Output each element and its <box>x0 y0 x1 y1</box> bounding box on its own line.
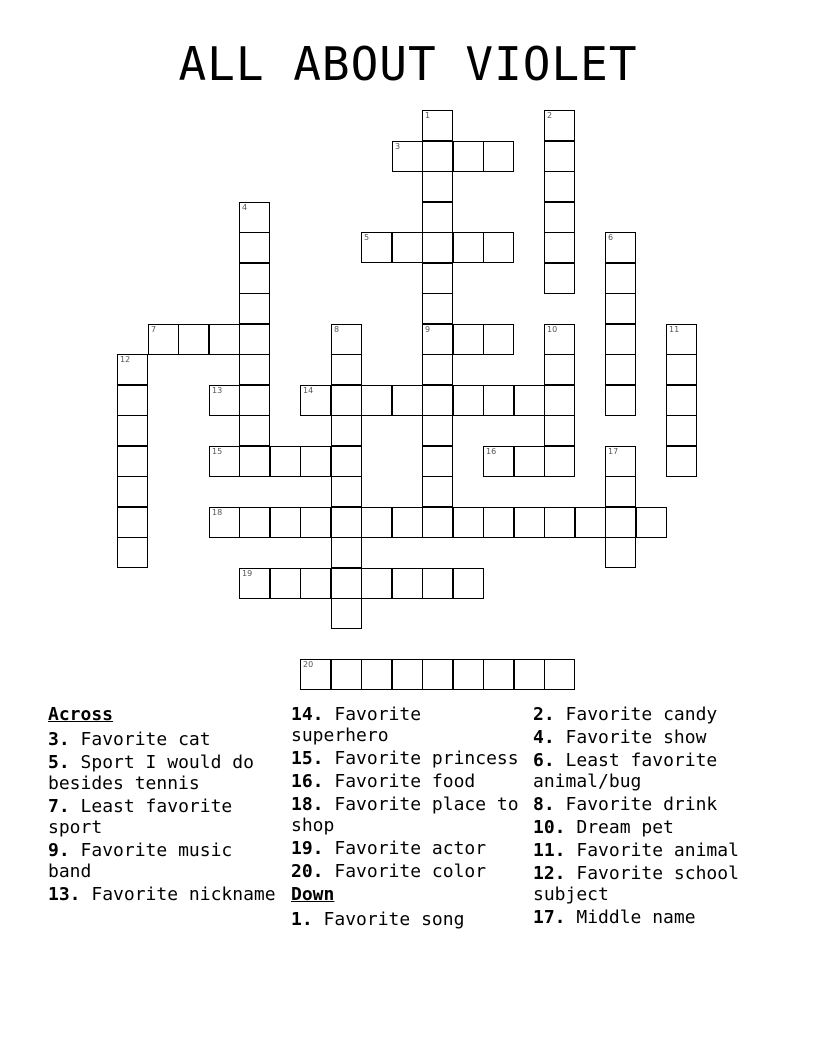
clue-number: 2 <box>547 111 553 120</box>
clue-number: 5. <box>48 752 70 773</box>
clue <box>48 729 284 750</box>
clue-number: 10. <box>533 817 566 838</box>
clue-text: Sport I would do besides tennis <box>48 752 254 794</box>
grid-cell[interactable] <box>117 354 148 385</box>
grid-cell[interactable] <box>483 659 514 690</box>
clue-number: 11. <box>533 840 566 861</box>
grid-cell[interactable] <box>666 354 697 385</box>
grid-cell[interactable] <box>422 324 453 355</box>
grid-cell[interactable] <box>605 263 636 294</box>
grid-cell[interactable] <box>239 324 270 355</box>
grid-cell[interactable] <box>514 446 545 477</box>
clue <box>291 861 527 882</box>
clues-column-2 <box>291 704 527 932</box>
across-heading: Across <box>48 704 114 725</box>
grid-cell[interactable] <box>605 232 636 263</box>
clue-number: 16. <box>291 771 324 792</box>
clue-number: 14 <box>303 386 314 395</box>
grid-cell[interactable] <box>361 568 392 599</box>
grid-cell[interactable] <box>331 385 362 416</box>
clue <box>533 794 769 815</box>
clue-number: 20. <box>291 861 324 882</box>
clue-number: 1 <box>425 111 431 120</box>
grid-cell[interactable] <box>422 141 453 172</box>
grid-cell[interactable] <box>544 324 575 355</box>
grid-cell[interactable] <box>270 568 301 599</box>
clue-number: 3 <box>395 142 401 151</box>
clue-number: 16 <box>486 447 497 456</box>
clue-number: 8 <box>334 325 340 334</box>
grid-cell[interactable] <box>453 385 484 416</box>
grid-cell[interactable] <box>300 446 331 477</box>
grid-cell[interactable] <box>117 507 148 538</box>
clues-column-3 <box>533 704 769 930</box>
clue-text: Favorite song <box>323 909 465 930</box>
grid-cell[interactable] <box>117 385 148 416</box>
down-clue-list <box>291 909 527 930</box>
clue-number: 14. <box>291 704 324 725</box>
grid-cell[interactable] <box>422 446 453 477</box>
grid-cell[interactable] <box>300 507 331 538</box>
grid-cell[interactable] <box>483 385 514 416</box>
clue-number: 7. <box>48 796 70 817</box>
clue-text: Favorite candy <box>565 704 718 725</box>
grid-cell[interactable] <box>483 507 514 538</box>
grid-cell[interactable] <box>422 415 453 446</box>
grid-cell[interactable] <box>422 354 453 385</box>
clue-number: 10 <box>547 325 558 334</box>
grid-cell[interactable] <box>544 659 575 690</box>
grid-cell[interactable] <box>117 446 148 477</box>
grid-cell[interactable] <box>331 446 362 477</box>
grid-cell[interactable] <box>605 507 636 538</box>
clues-column-1 <box>48 704 284 907</box>
clue-number: 5 <box>364 233 370 242</box>
grid-cell[interactable] <box>422 385 453 416</box>
grid-cell[interactable] <box>483 446 514 477</box>
clue-text: Favorite animal <box>576 840 739 861</box>
clue-text: Favorite food <box>334 771 476 792</box>
grid-cell[interactable] <box>544 110 575 141</box>
grid-cell[interactable] <box>605 476 636 507</box>
clue <box>291 838 527 859</box>
grid-cell[interactable] <box>239 385 270 416</box>
clue-text: Middle name <box>576 907 696 928</box>
grid-cell[interactable] <box>300 385 331 416</box>
grid-cell[interactable] <box>422 263 453 294</box>
grid-cell[interactable] <box>392 568 423 599</box>
grid-cell[interactable] <box>422 293 453 324</box>
grid-cell[interactable] <box>392 385 423 416</box>
grid-cell[interactable] <box>331 507 362 538</box>
clue-number: 18 <box>212 508 223 517</box>
grid-cell[interactable] <box>544 263 575 294</box>
grid-cell[interactable] <box>605 446 636 477</box>
clue-text: Favorite place to shop <box>291 794 519 836</box>
grid-cell[interactable] <box>331 598 362 629</box>
grid-cell[interactable] <box>392 141 423 172</box>
clue-number: 6. <box>533 750 555 771</box>
clue-text: Favorite actor <box>334 838 487 859</box>
grid-cell[interactable] <box>544 171 575 202</box>
grid-cell[interactable] <box>453 659 484 690</box>
across-clue-list-continued <box>291 704 527 882</box>
grid-cell[interactable] <box>331 476 362 507</box>
grid-cell[interactable] <box>117 476 148 507</box>
clue-number: 4. <box>533 727 555 748</box>
clue-text: Dream pet <box>576 817 674 838</box>
clue <box>533 750 769 792</box>
grid-cell[interactable] <box>178 324 209 355</box>
clue-number: 15. <box>291 748 324 769</box>
grid-cell[interactable] <box>605 354 636 385</box>
clue-text: Favorite drink <box>565 794 718 815</box>
clue <box>48 796 284 838</box>
clue <box>533 840 769 861</box>
grid-cell[interactable] <box>422 202 453 233</box>
clue-text: Favorite music band <box>48 840 233 882</box>
clue-number: 12 <box>120 355 131 364</box>
grid-cell[interactable] <box>392 507 423 538</box>
grid-cell[interactable] <box>239 507 270 538</box>
grid-cell[interactable] <box>361 232 392 263</box>
grid-cell[interactable] <box>544 415 575 446</box>
grid-cell[interactable] <box>544 446 575 477</box>
grid-cell[interactable] <box>666 415 697 446</box>
grid-cell[interactable] <box>392 232 423 263</box>
clue-number: 13 <box>212 386 223 395</box>
grid-cell[interactable] <box>666 324 697 355</box>
grid-cell[interactable] <box>605 324 636 355</box>
grid-cell[interactable] <box>514 659 545 690</box>
grid-cell[interactable] <box>239 232 270 263</box>
grid-cell[interactable] <box>148 324 179 355</box>
grid-cell[interactable] <box>544 507 575 538</box>
down-heading: Down <box>291 884 335 905</box>
grid-cell[interactable] <box>239 263 270 294</box>
grid-cell[interactable] <box>422 171 453 202</box>
clue <box>533 907 769 928</box>
grid-cell[interactable] <box>361 659 392 690</box>
puzzle-title: ALL ABOUT VIOLET <box>178 37 638 91</box>
grid-cell[interactable] <box>483 324 514 355</box>
clue-number: 13. <box>48 884 81 905</box>
clue-text: Favorite cat <box>80 729 211 750</box>
grid-cell[interactable] <box>514 507 545 538</box>
grid-cell[interactable] <box>117 537 148 568</box>
clue <box>48 840 284 882</box>
grid-cell[interactable] <box>209 446 240 477</box>
grid-cell[interactable] <box>331 324 362 355</box>
clue-text: Least favorite animal/bug <box>533 750 718 792</box>
clue-text: Favorite princess <box>334 748 519 769</box>
grid-cell[interactable] <box>514 385 545 416</box>
grid-cell[interactable] <box>239 415 270 446</box>
clue-number: 6 <box>608 233 614 242</box>
grid-cell[interactable] <box>422 110 453 141</box>
grid-cell[interactable] <box>209 507 240 538</box>
grid-cell[interactable] <box>544 141 575 172</box>
clue <box>291 748 527 769</box>
clue-text: Favorite show <box>565 727 707 748</box>
grid-cell[interactable] <box>361 507 392 538</box>
grid-cell[interactable] <box>331 659 362 690</box>
grid-cell[interactable] <box>239 293 270 324</box>
grid-cell[interactable] <box>483 141 514 172</box>
clue <box>291 704 527 746</box>
clue <box>291 771 527 792</box>
clue-number: 17. <box>533 907 566 928</box>
clue-number: 9. <box>48 840 70 861</box>
clue-number: 20 <box>303 660 314 669</box>
clue-text: Least favorite sport <box>48 796 233 838</box>
clue <box>48 752 284 794</box>
clue-number: 19 <box>242 569 253 578</box>
grid-cell[interactable] <box>453 232 484 263</box>
clue <box>291 909 527 930</box>
grid-cell[interactable] <box>392 659 423 690</box>
clue-number: 7 <box>151 325 157 334</box>
grid-cell[interactable] <box>331 568 362 599</box>
clue-number: 1. <box>291 909 313 930</box>
grid-cell[interactable] <box>270 446 301 477</box>
grid-cell[interactable] <box>605 293 636 324</box>
grid-cell[interactable] <box>422 476 453 507</box>
grid-cell[interactable] <box>453 507 484 538</box>
grid-cell[interactable] <box>117 415 148 446</box>
grid-cell[interactable] <box>544 232 575 263</box>
grid-cell[interactable] <box>422 659 453 690</box>
clue-text: Favorite superhero <box>291 704 422 746</box>
clue-text: Favorite color <box>334 861 487 882</box>
grid-cell[interactable] <box>483 232 514 263</box>
grid-cell[interactable] <box>636 507 667 538</box>
clue <box>291 794 527 836</box>
grid-cell[interactable] <box>331 415 362 446</box>
grid-cell[interactable] <box>453 141 484 172</box>
grid-cell[interactable] <box>239 568 270 599</box>
grid-cell[interactable] <box>331 537 362 568</box>
grid-cell[interactable] <box>605 385 636 416</box>
clue-number: 18. <box>291 794 324 815</box>
clue-number: 11 <box>669 325 680 334</box>
clue-number: 4 <box>242 203 248 212</box>
clue-number: 12. <box>533 863 566 884</box>
grid-cell[interactable] <box>453 324 484 355</box>
clue <box>533 727 769 748</box>
grid-cell[interactable] <box>239 354 270 385</box>
clue <box>533 817 769 838</box>
clue-number: 15 <box>212 447 223 456</box>
clue <box>48 884 284 905</box>
clue-number: 9 <box>425 325 431 334</box>
clue-number: 8. <box>533 794 555 815</box>
clue <box>533 863 769 905</box>
grid-cell[interactable] <box>209 324 240 355</box>
grid-cell[interactable] <box>300 568 331 599</box>
grid-cell[interactable] <box>666 446 697 477</box>
grid-cell[interactable] <box>422 507 453 538</box>
clue-text: Favorite nickname <box>91 884 276 905</box>
grid-cell[interactable] <box>361 385 392 416</box>
down-clue-list-continued <box>533 704 769 928</box>
grid-cell[interactable] <box>605 537 636 568</box>
grid-cell[interactable] <box>300 659 331 690</box>
grid-cell[interactable] <box>331 354 362 385</box>
grid-cell[interactable] <box>544 202 575 233</box>
grid-cell[interactable] <box>544 385 575 416</box>
grid-cell[interactable] <box>422 568 453 599</box>
grid-cell[interactable] <box>239 202 270 233</box>
clue-number: 3. <box>48 729 70 750</box>
clue <box>533 704 769 725</box>
clue-number: 17 <box>608 447 619 456</box>
across-clue-list <box>48 729 284 905</box>
grid-cell[interactable] <box>453 568 484 599</box>
grid-cell[interactable] <box>422 232 453 263</box>
grid-cell[interactable] <box>239 446 270 477</box>
grid-cell[interactable] <box>544 354 575 385</box>
clue-text: Favorite school subject <box>533 863 739 905</box>
grid-cell[interactable] <box>270 507 301 538</box>
grid-cell[interactable] <box>209 385 240 416</box>
clue-number: 19. <box>291 838 324 859</box>
clue-number: 2. <box>533 704 555 725</box>
grid-cell[interactable] <box>575 507 606 538</box>
grid-cell[interactable] <box>666 385 697 416</box>
